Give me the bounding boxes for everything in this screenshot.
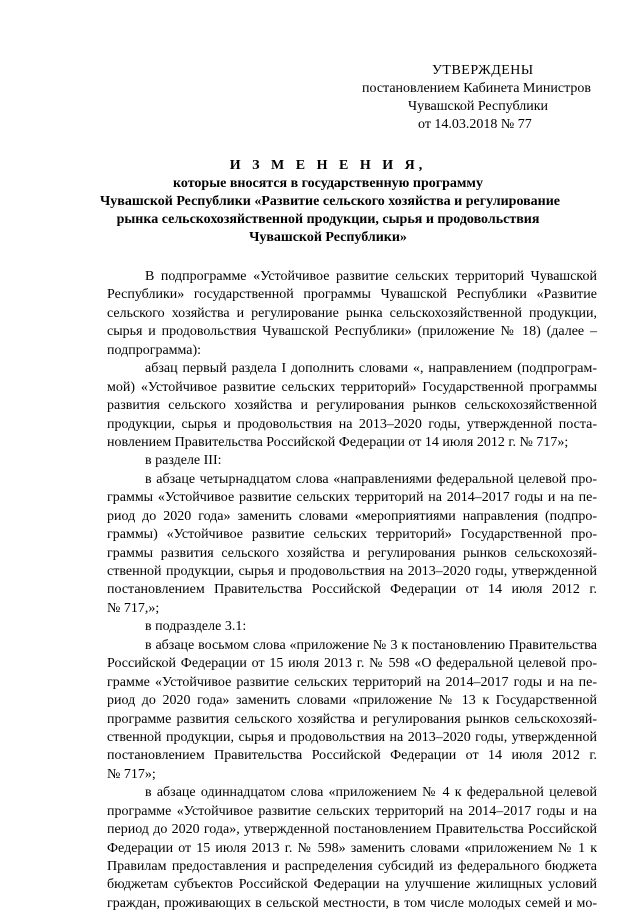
body-line: бюджетам субъектов Российской Федерации на улучшение жилищных условий [107, 877, 597, 893]
heading-line: которые вносятся в государственную программу [173, 176, 483, 191]
body-line: в абзаце четырнадцатом слова «направлениями федеральной целевой про- [145, 471, 597, 487]
body-line: новлением Правительства Российской Федерации от 14 июля 2012 г. № 717»; [107, 434, 569, 450]
document-body [107, 268, 597, 913]
heading-title: И З М Е Н Е Н И Я, [229, 158, 427, 173]
body-line: программе развития сельского хозяйства и регулирования рынков сельскохозяй- [107, 711, 597, 727]
heading-line: Чувашской Республики «Развитие сельского хозяйства и регулирование [100, 194, 561, 209]
body-line: граждан, проживающих в сельской местности, в том числе молодых семей и мо- [107, 895, 597, 911]
body-line: В подпрограмме «Устойчивое развитие сельских территорий Чувашской [145, 269, 597, 284]
body-line: в разделе III: [145, 453, 222, 469]
body-line: граммы) «Устойчивое развитие сельских территорий» Государственной про- [107, 527, 597, 543]
body-line: программе «Устойчивое развитие сельских территорий на 2014–2017 годы и на [107, 803, 597, 819]
approval-line-3: от 14.03.2018 № 77 [418, 117, 532, 132]
approval-title: УТВЕРЖДЕНЫ [432, 63, 534, 78]
body-line: Российской Федерации от 15 июля 2013 г. № 598 «О федеральной целевой про- [107, 656, 597, 672]
body-line: граммы «Устойчивое развитие сельских территорий на 2014–2017 годы и на пе- [107, 490, 597, 506]
body-line: Федерации от 15 июля 2013 г. № 598» заменить словами «приложением № 1 к [107, 840, 597, 856]
body-line: ственной продукции, сырья и продовольствия на 2013–2020 годы, утвержденной [107, 564, 597, 579]
body-line: в подразделе 3.1: [145, 619, 247, 635]
body-line: абзац первый раздела I дополнить словами «, направлением (подпрограм- [145, 361, 597, 377]
body-line: Правилам предоставления и распределения субсидий из федерального бюджета [107, 859, 597, 874]
body-line: постановлением Правительства Российской Федерации от 14 июля 2012 г. [107, 748, 597, 764]
approval-line-1: постановлением Кабинета Министров [362, 81, 591, 96]
body-line: продукции, сырья и продовольствия на 2013–2020 годы, утвержденной поста- [107, 416, 597, 432]
body-line: сырья и продовольствия Чувашской Республики» (приложение № 18) (далее – [107, 324, 597, 340]
body-line: грамме «Устойчивое развитие сельских территорий на 2014–2017 годы и на пе- [107, 674, 597, 690]
body-line: риод до 2020 года» заменить словами «мероприятиями направления (подпро- [107, 508, 597, 524]
body-line: период до 2020 года», утвержденной постановлением Правительства Российской [107, 822, 597, 838]
heading-line: рынка сельскохозяйственной продукции, сырья и продовольствия [116, 212, 540, 227]
body-line: Республики» государственной программы Чувашской Республики «Развитие [107, 287, 597, 303]
body-line: № 717,»; [107, 600, 160, 616]
body-line: ственной продукции, сырья и продовольствия на 2013–2020 годы, утвержденной [107, 729, 597, 745]
body-line: риод до 2020 года» заменить словами «приложение № 13 к Государственной [107, 693, 597, 709]
approval-block [360, 62, 600, 134]
approval-line-2: Чувашской Республики [408, 99, 549, 114]
body-line: развития сельского хозяйства и регулирования рынков сельскохозяйственной [107, 398, 597, 414]
body-line: в абзаце одиннадцатом слова «приложением № 4 к федеральной целевой [145, 785, 597, 801]
body-line: № 717»; [107, 766, 156, 782]
document-heading [100, 157, 561, 247]
body-line: мой) «Устойчивое развитие сельских территорий» Государственной программы [107, 379, 597, 395]
heading-line: Чувашской Республики» [249, 230, 407, 245]
body-line: граммы развития сельского хозяйства и регулирования рынков сельскохозяй- [107, 545, 597, 561]
body-line: подпрограмма): [107, 342, 202, 358]
body-line: в абзаце восьмом слова «приложение № 3 к постановлению Правительства [145, 637, 597, 653]
body-line: постановлением Правительства Российской Федерации от 14 июля 2012 г. [107, 582, 597, 598]
body-line: сельского хозяйства и регулирование рынка сельскохозяйственной продукции, [107, 305, 597, 321]
